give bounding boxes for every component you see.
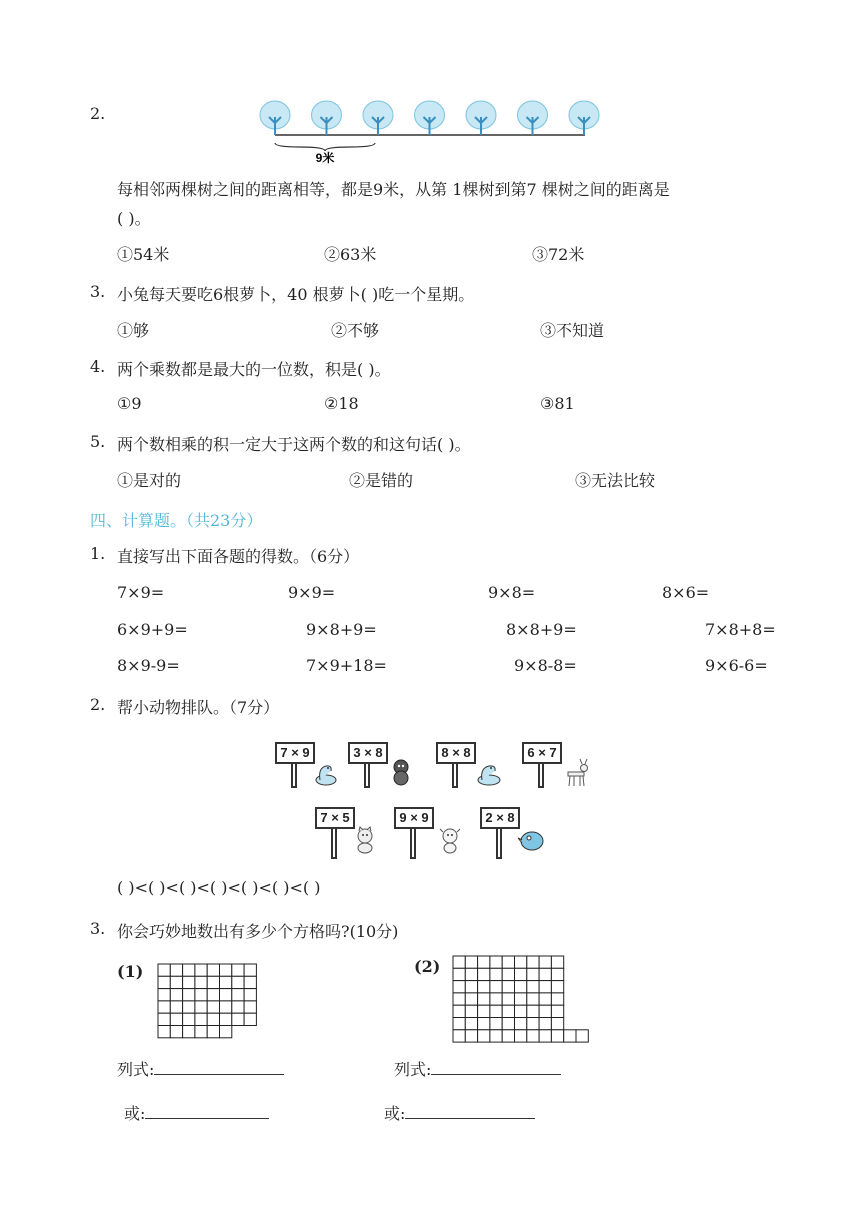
grid-cell	[170, 1026, 182, 1038]
sign-label: 2 × 8	[480, 807, 520, 829]
grid-cell	[232, 1013, 244, 1025]
grid-cell	[158, 989, 170, 1001]
tree-diagram	[255, 95, 605, 167]
grid-cell	[170, 964, 182, 976]
grid-cell	[515, 1018, 527, 1030]
grid-cell	[195, 1001, 207, 1013]
calc-item: 7×9=	[117, 583, 165, 602]
grid-2	[452, 955, 592, 1045]
grid-cell	[527, 956, 539, 968]
grid-cell	[465, 981, 477, 993]
grid-cell	[502, 1018, 514, 1030]
grid-cell	[170, 976, 182, 988]
q4-number: 4.	[90, 357, 106, 376]
q2-option-1[interactable]: ①54米	[117, 245, 170, 264]
q2-text-line1: 每相邻两棵树之间的距离相等，都是9米，从第 1棵树到第7 棵树之间的距离是	[117, 180, 670, 199]
grid-cell	[183, 964, 195, 976]
tree-icon	[415, 101, 445, 135]
tree-icon	[569, 101, 599, 135]
grid-cell	[158, 964, 170, 976]
grid-cell	[170, 1001, 182, 1013]
grid-cell	[465, 1005, 477, 1017]
q3-option-3[interactable]: ③不知道	[540, 321, 605, 340]
grid-cell	[515, 956, 527, 968]
grid-cell	[465, 968, 477, 980]
grid-cell	[244, 976, 256, 988]
grid-cell	[244, 989, 256, 1001]
grid-cell	[551, 981, 563, 993]
calc-item: 8×9-9=	[117, 656, 180, 675]
order-answer-line[interactable]: ( )<( )<( )<( )<( )<( )<( )	[117, 878, 321, 897]
bird-icon	[518, 826, 546, 852]
grid-cell	[453, 1005, 465, 1017]
or-label: 或:	[124, 1104, 146, 1123]
snake-icon	[314, 760, 338, 786]
grid-cell	[551, 968, 563, 980]
alt-formula-2	[384, 1101, 535, 1124]
grid-cell	[551, 956, 563, 968]
calc-item: 6×9+9=	[117, 620, 188, 639]
calc-item: 7×8+8=	[705, 620, 776, 639]
grid-cell	[478, 981, 490, 993]
grid-cell	[220, 964, 232, 976]
monkey-icon	[388, 758, 414, 786]
sign-label: 3 × 8	[348, 742, 388, 764]
grid-cell	[539, 981, 551, 993]
section-4-title: 四、计算题。（共23分）	[90, 511, 263, 530]
grid-cell	[490, 981, 502, 993]
q5-text: 两个数相乘的积一定大于这两个数的和这句话( )。	[117, 435, 471, 454]
grid-cell	[551, 1018, 563, 1030]
grid-cell	[195, 1026, 207, 1038]
grid-1	[157, 963, 259, 1041]
grid-cell	[539, 1018, 551, 1030]
q5-option-2[interactable]: ②是错的	[349, 471, 414, 490]
grid-cell	[220, 989, 232, 1001]
grid-cell	[551, 993, 563, 1005]
grid-cell	[527, 968, 539, 980]
grid-cell	[564, 1030, 576, 1042]
grid-cell	[244, 964, 256, 976]
q5-option-3[interactable]: ③无法比较	[575, 471, 656, 490]
grid2-label: (2)	[414, 957, 441, 976]
q4-option-1[interactable]: ①9	[117, 394, 142, 413]
grid-cell	[170, 1013, 182, 1025]
grid-cell	[539, 1030, 551, 1042]
grid-cell	[478, 968, 490, 980]
calc3-text: 你会巧妙地数出有多少个方格吗?(10分)	[117, 922, 399, 941]
alt-formula-2-blank[interactable]	[405, 1104, 535, 1119]
grid-cell	[170, 989, 182, 1001]
grid-cell	[478, 956, 490, 968]
calc1-text: 直接写出下面各题的得数。（6分）	[117, 547, 360, 566]
grid-cell	[502, 981, 514, 993]
formula-label: 列式:	[117, 1060, 155, 1079]
q2-number: 2.	[90, 104, 106, 123]
grid-cell	[502, 993, 514, 1005]
grid-cell	[539, 956, 551, 968]
sign-label: 7 × 9	[275, 742, 315, 764]
grid-cell	[158, 1026, 170, 1038]
grid-cell	[158, 1013, 170, 1025]
grid-cell	[244, 1013, 256, 1025]
sign-label: 9 × 9	[394, 807, 434, 829]
grid-cell	[539, 993, 551, 1005]
sign-label: 8 × 8	[436, 742, 476, 764]
snake-icon	[476, 760, 502, 786]
grid-cell	[539, 968, 551, 980]
calc-item: 9×9=	[288, 583, 336, 602]
grid-cell	[515, 981, 527, 993]
calc2-number: 2.	[90, 695, 106, 714]
grid-cell	[207, 964, 219, 976]
grid-cell	[527, 993, 539, 1005]
grid-cell	[220, 1001, 232, 1013]
deer-icon	[562, 758, 590, 788]
alt-formula-1	[124, 1101, 269, 1124]
grid-cell	[232, 989, 244, 1001]
tree-icon	[518, 101, 548, 135]
grid-cell	[539, 1005, 551, 1017]
q3-text: 小兔每天要吃6根萝卜，40 根萝卜( )吃一个星期。	[117, 285, 475, 304]
grid-cell	[551, 1030, 563, 1042]
formula-1-blank[interactable]	[154, 1060, 284, 1075]
grid-cell	[478, 1005, 490, 1017]
grid-cell	[490, 1030, 502, 1042]
grid-cell	[465, 993, 477, 1005]
q2-text-line2: ( )。	[117, 209, 151, 228]
calc2-text: 帮小动物排队。（7分）	[117, 698, 280, 717]
grid-cell	[453, 1030, 465, 1042]
grid-cell	[576, 1030, 588, 1042]
grid-cell	[207, 1013, 219, 1025]
q4-option-2[interactable]: ②18	[324, 394, 359, 413]
grid-cell	[158, 976, 170, 988]
formula-2	[394, 1057, 561, 1080]
grid-cell	[207, 1026, 219, 1038]
formula-2-blank[interactable]	[431, 1060, 561, 1075]
q3-number: 3.	[90, 282, 106, 301]
grid-cell	[490, 1005, 502, 1017]
grid-cell	[478, 1030, 490, 1042]
q4-text: 两个乘数都是最大的一位数，积是( )。	[117, 360, 391, 379]
grid-cell	[478, 993, 490, 1005]
grid-cell	[453, 956, 465, 968]
formula-1	[117, 1057, 284, 1080]
grid-cell	[515, 1005, 527, 1017]
grid-cell	[183, 1001, 195, 1013]
grid-cell	[490, 1018, 502, 1030]
grid-cell	[502, 1005, 514, 1017]
grid-cell	[502, 968, 514, 980]
grid-cell	[515, 993, 527, 1005]
grid-cell	[478, 1018, 490, 1030]
grid-cell	[244, 1001, 256, 1013]
calc-item: 7×9+18=	[306, 656, 387, 675]
calc3-number: 3.	[90, 919, 106, 938]
grid-cell	[195, 976, 207, 988]
grid-cell	[207, 989, 219, 1001]
calc-item: 9×6-6=	[705, 656, 768, 675]
or-label: 或:	[384, 1104, 406, 1123]
cat-icon	[352, 826, 378, 854]
grid-cell	[220, 1026, 232, 1038]
goat-icon	[438, 826, 462, 854]
grid-cell	[490, 993, 502, 1005]
grid-cell	[465, 1030, 477, 1042]
grid-cell	[527, 1005, 539, 1017]
grid-cell	[183, 1013, 195, 1025]
tree-distance-label: 9米	[315, 151, 335, 165]
sign-label: 6 × 7	[522, 742, 562, 764]
tree-icon	[466, 101, 496, 135]
grid-cell	[465, 956, 477, 968]
grid-cell	[183, 1026, 195, 1038]
grid-cell	[183, 976, 195, 988]
grid-cell	[453, 981, 465, 993]
q2-option-2[interactable]: ②63米	[324, 245, 377, 264]
grid-cell	[207, 976, 219, 988]
grid-cell	[232, 964, 244, 976]
alt-formula-1-blank[interactable]	[145, 1104, 269, 1119]
grid-cell	[527, 1030, 539, 1042]
grid-cell	[515, 968, 527, 980]
grid-cell	[453, 1018, 465, 1030]
calc-item: 8×8+9=	[506, 620, 577, 639]
grid-cell	[195, 1013, 207, 1025]
grid-cell	[207, 1001, 219, 1013]
grid-cell	[515, 1030, 527, 1042]
grid-cell	[453, 993, 465, 1005]
grid-cell	[490, 968, 502, 980]
grid-cell	[220, 976, 232, 988]
sign-label: 7 × 5	[315, 807, 355, 829]
calc-item: 9×8-8=	[514, 656, 577, 675]
grid-cell	[195, 989, 207, 1001]
grid-cell	[220, 1013, 232, 1025]
tree-icon	[260, 101, 290, 135]
calc-item: 9×8+9=	[306, 620, 377, 639]
q5-option-1[interactable]: ①是对的	[117, 471, 182, 490]
calc-item: 9×8=	[488, 583, 536, 602]
q4-option-3[interactable]: ③81	[540, 394, 575, 413]
calc-item: 8×6=	[662, 583, 710, 602]
grid-cell	[490, 956, 502, 968]
grid-cell	[502, 956, 514, 968]
formula-label: 列式:	[394, 1060, 432, 1079]
grid-cell	[195, 964, 207, 976]
q2-option-3[interactable]: ③72米	[532, 245, 585, 264]
grid-cell	[232, 1001, 244, 1013]
tree-icon	[312, 101, 342, 135]
grid-cell	[465, 1018, 477, 1030]
grid-cell	[232, 976, 244, 988]
calc1-number: 1.	[90, 544, 106, 563]
grid-cell	[527, 981, 539, 993]
q3-option-2[interactable]: ②不够	[331, 321, 380, 340]
grid-cell	[502, 1030, 514, 1042]
tree-icon	[363, 101, 393, 135]
q3-option-1[interactable]: ①够	[117, 321, 150, 340]
grid1-label: (1)	[117, 962, 144, 981]
grid-cell	[527, 1018, 539, 1030]
grid-cell	[183, 989, 195, 1001]
grid-cell	[158, 1001, 170, 1013]
q5-number: 5.	[90, 432, 106, 451]
grid-cell	[453, 968, 465, 980]
grid-cell	[551, 1005, 563, 1017]
